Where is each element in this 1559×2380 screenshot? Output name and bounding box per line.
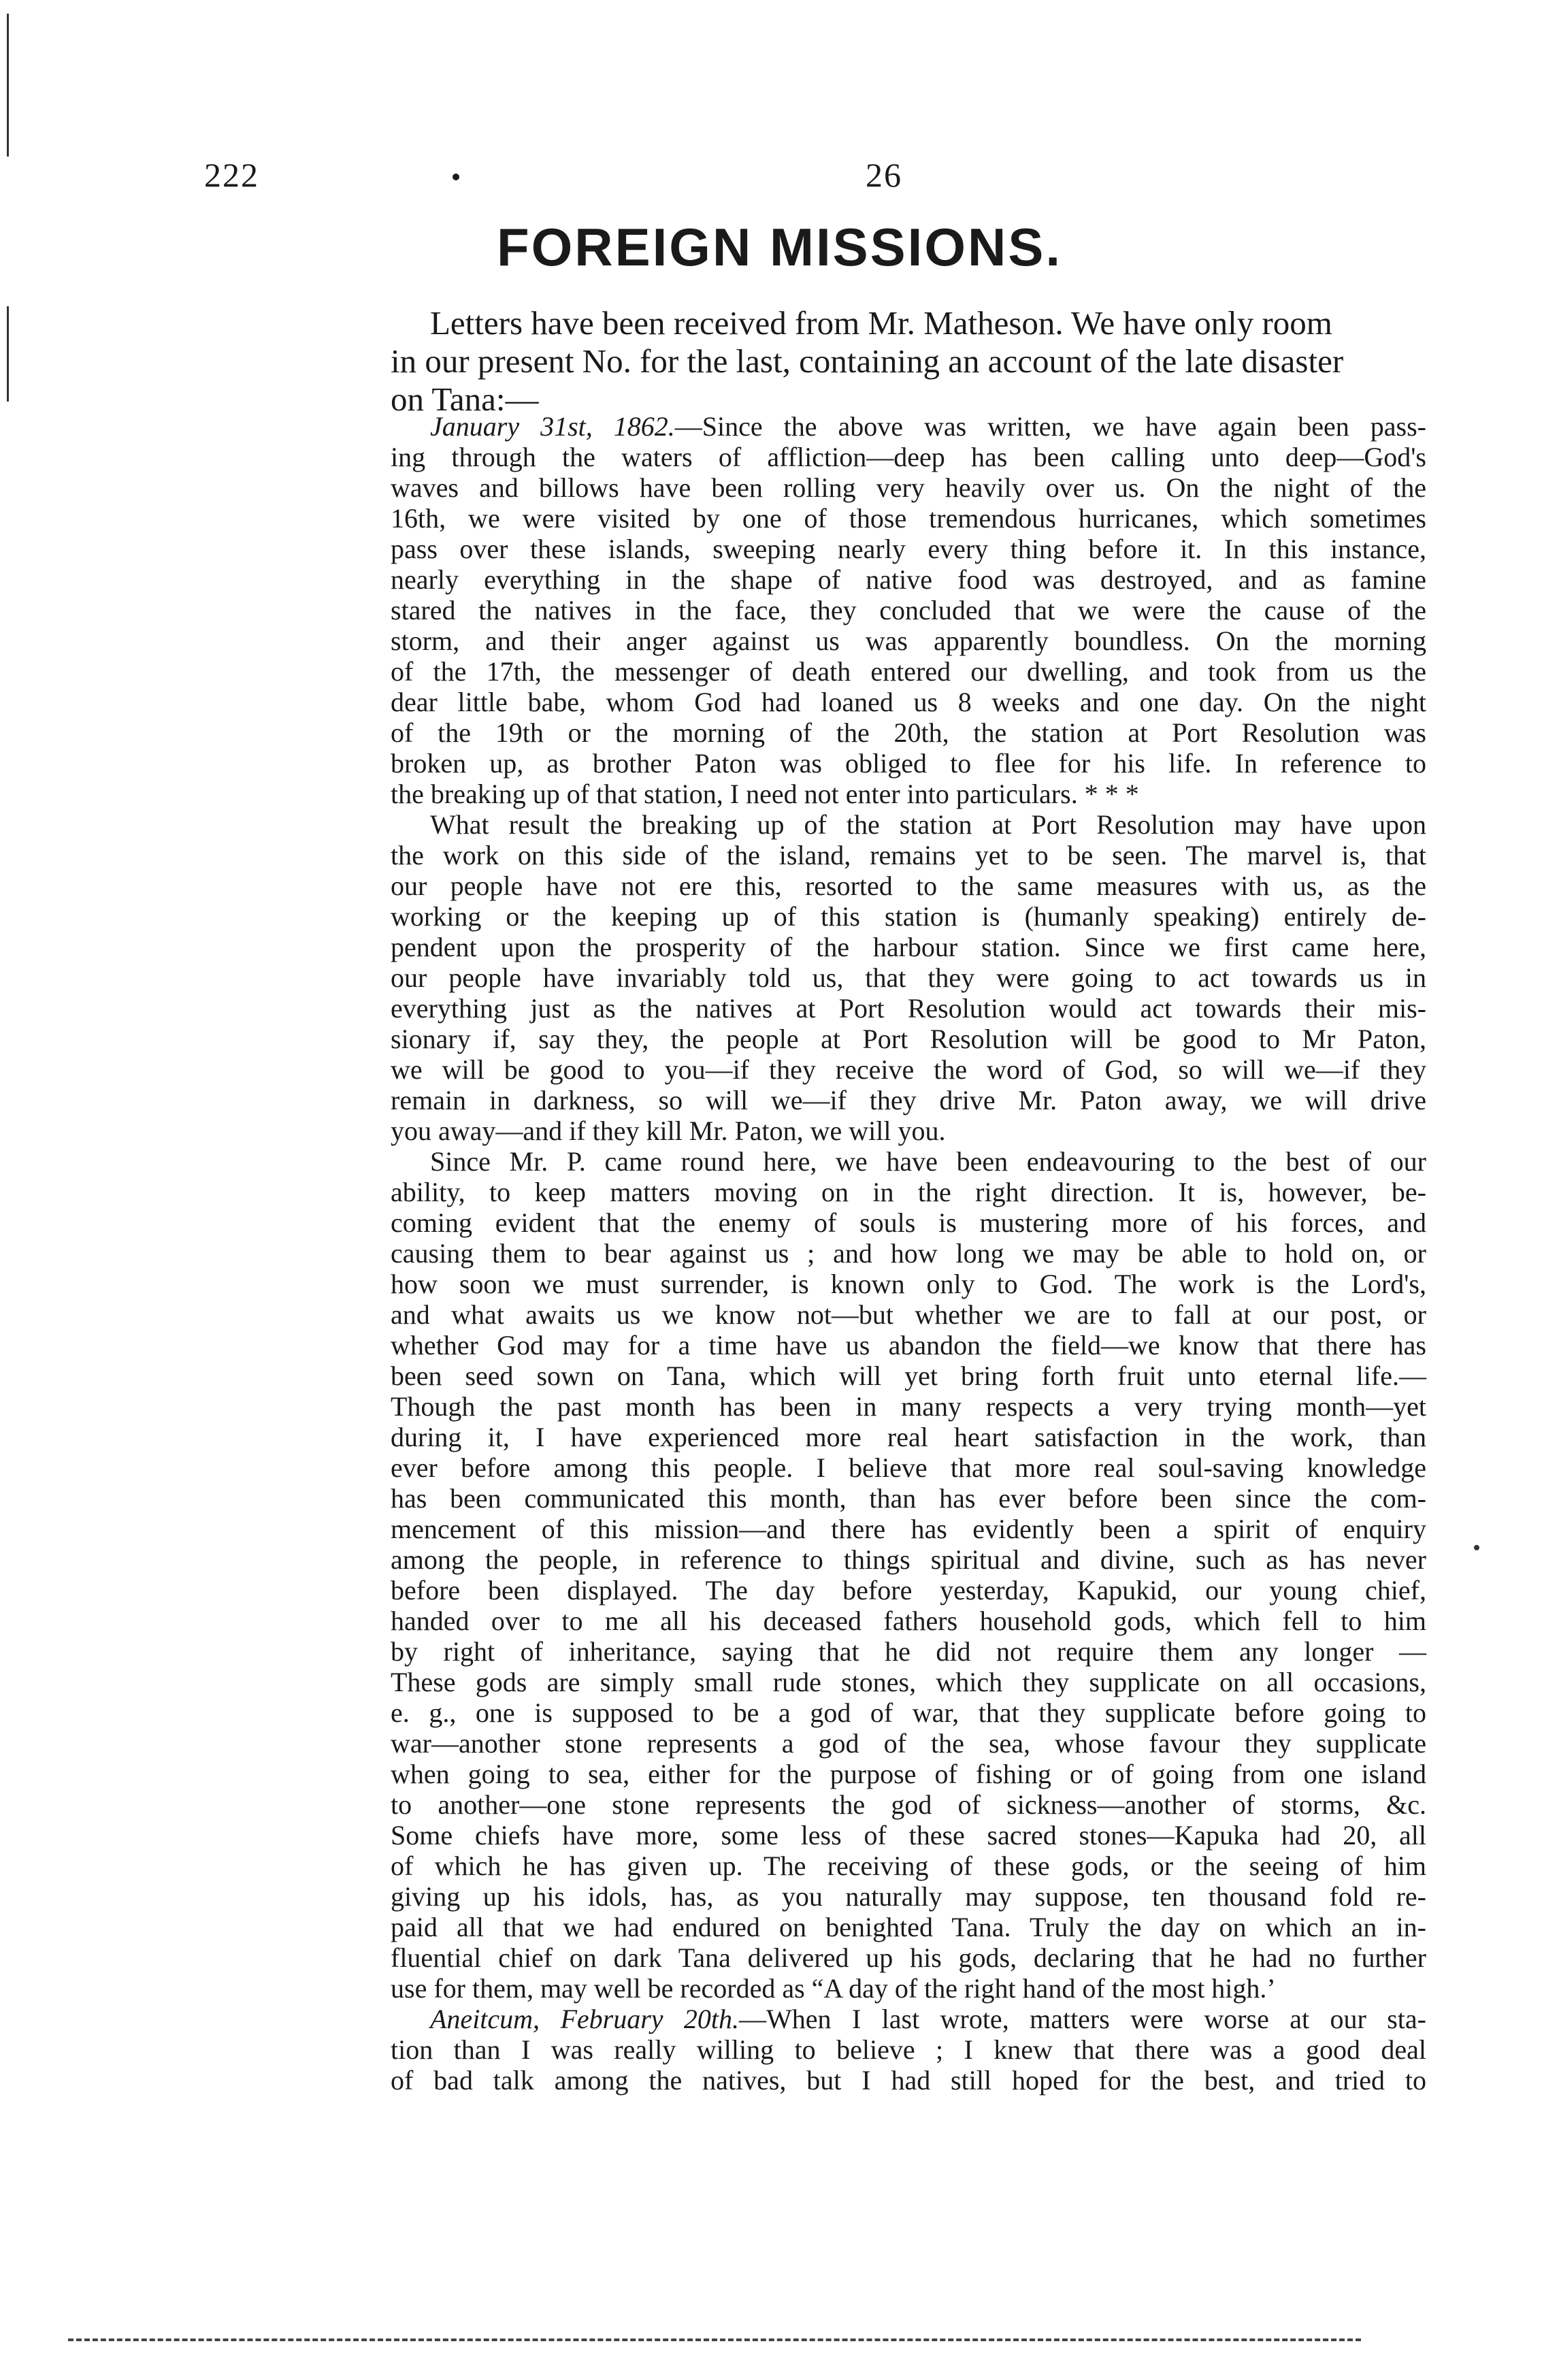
paragraph-line: paid all that we had endured on benighted Tana. Truly the day on which an in- (391, 1912, 1426, 1942)
paragraph-line: sionary if, say they, the people at Port Resolution will be good to Mr Paton, (391, 1024, 1426, 1054)
paragraph-line: giving up his idols, has, as you naturally may suppose, ten thousand fold re- (391, 1881, 1426, 1912)
paragraph-line: of the 19th or the morning of the 20th, the station at Port Resolution was (391, 717, 1426, 748)
paragraph-line: mencement of this mission—and there has evidently been a spirit of enquiry (391, 1514, 1426, 1544)
paragraph-line: ing through the waters of affliction—deep has been calling unto deep—God's (391, 442, 1426, 472)
paragraph-line: stared the natives in the face, they concluded that we were the cause of the (391, 595, 1426, 625)
paragraph-line: how soon we must surrender, is known only to God. The work is the Lord's, (391, 1269, 1426, 1299)
paragraph-line: pendent upon the prosperity of the harbour station. Since we first came here, (391, 932, 1426, 962)
paragraph-line: to another—one stone represents the god of sickness—another of storms, &c. (391, 1789, 1426, 1820)
paragraph-line: Since Mr. P. came round here, we have been endeavouring to the best of our (430, 1146, 1426, 1177)
paragraph-line: coming evident that the enemy of souls is mustering more of his forces, and (391, 1207, 1426, 1238)
paragraph-line: among the people, in reference to things spiritual and divine, such as has never (391, 1544, 1426, 1575)
paragraph-line: e. g., one is supposed to be a god of war, that they supplicate before going to (391, 1697, 1426, 1728)
paragraph-line: during it, I have experienced more real heart satisfaction in the work, than (391, 1422, 1426, 1452)
paragraph-line: you away—and if they kill Mr. Paton, we will you. (391, 1115, 946, 1146)
scan-margin-mark (7, 306, 9, 402)
paragraph-line: fluential chief on dark Tana delivered up his gods, declaring that he had no further (391, 1942, 1426, 1973)
intro-line: on Tana:— (391, 380, 539, 418)
paragraph-line: we will be good to you—if they receive the word of God, so will we—if they (391, 1054, 1426, 1085)
paragraph-line: ability, to keep matters moving on in the right direction. It is, however, be- (391, 1177, 1426, 1207)
paragraph-line: has been communicated this month, than has ever before been since the com- (391, 1483, 1426, 1514)
paragraph-line: whether God may for a time have us abandon the field—we know that there has (391, 1330, 1426, 1360)
scan-speck (1474, 1545, 1479, 1550)
paragraph-line: pass over these islands, sweeping nearly every thing before it. In this instance, (391, 534, 1426, 564)
paragraph-line: of which he has given up. The receiving of these gods, or the seeing of him (391, 1851, 1426, 1881)
paragraph-line: 16th, we were visited by one of those tremendous hurricanes, which sometimes (391, 503, 1426, 534)
paragraph-line: use for them, may well be recorded as “A day of the right hand of the most high.’ (391, 1973, 1276, 2004)
paragraph-line: dear little babe, whom God had loaned us 8 weeks and one day. On the night (391, 687, 1426, 717)
header-dot (453, 174, 459, 180)
scan-margin-mark (7, 14, 9, 157)
paragraph-line: waves and billows have been rolling very heavily over us. On the night of the (391, 472, 1426, 503)
paragraph-line: storm, and their anger against us was apparently boundless. On the morning (391, 625, 1426, 656)
paragraph-line: when going to sea, either for the purpose of fishing or of going from one island (391, 1759, 1426, 1789)
intro-paragraph (391, 304, 1426, 419)
paragraph-line: handed over to me all his deceased fathers household gods, which fell to him (391, 1605, 1426, 1636)
page-number-left: 222 (204, 156, 259, 194)
footer-rule (68, 2338, 1361, 2341)
page-number-center: 26 (866, 156, 902, 194)
paragraph-first-line (391, 2004, 1426, 2034)
intro-line: Letters have been received from Mr. Matheson. We have only room (430, 304, 1332, 342)
paragraph-line: been seed sown on Tana, which will yet bring forth fruit unto eternal life.— (391, 1360, 1426, 1391)
paragraph-line: our people have invariably told us, that they were going to act towards us in (391, 962, 1426, 993)
paragraph-line: Some chiefs have more, some less of these sacred stones—Kapuka had 20, all (391, 1820, 1426, 1851)
letter-date: January 31st, 1862. (430, 411, 675, 442)
paragraph-line: the work on this side of the island, remains yet to be seen. The marvel is, that (391, 840, 1426, 870)
paragraph-line: before been displayed. The day before yesterday, Kapukid, our young chief, (391, 1575, 1426, 1605)
paragraph-line: of the 17th, the messenger of death entered our dwelling, and took from us the (391, 656, 1426, 687)
paragraph-line: our people have not ere this, resorted to the same measures with us, as the (391, 870, 1426, 901)
paragraph-line: by right of inheritance, saying that he did not require them any longer — (391, 1636, 1426, 1667)
paragraph-line: nearly everything in the shape of native food was destroyed, and as famine (391, 564, 1426, 595)
paragraph-line: tion than I was really willing to believe ; I knew that there was a good deal (391, 2034, 1426, 2065)
paragraph-text: —When I last wrote, matters were worse at our sta- (739, 2004, 1426, 2034)
paragraph-line: remain in darkness, so will we—if they drive Mr. Paton away, we will drive (391, 1085, 1426, 1115)
paragraph-line: broken up, as brother Paton was obliged to flee for his life. In reference to (391, 748, 1426, 779)
page-title: FOREIGN MISSIONS. (496, 217, 1063, 277)
paragraph-line: of bad talk among the natives, but I had still hoped for the best, and tried to (391, 2065, 1426, 2096)
paragraph-line: What result the breaking up of the station at Port Resolution may have upon (430, 809, 1426, 840)
intro-line: in our present No. for the last, containing an account of the late disaster (391, 342, 1344, 380)
paragraph-line: working or the keeping up of this station is (humanly speaking) entirely de- (391, 901, 1426, 932)
paragraph-line: Though the past month has been in many respects a very trying month—yet (391, 1391, 1426, 1422)
paragraph-line: everything just as the natives at Port Resolution would act towards their mis- (391, 993, 1426, 1024)
paragraph-line: and what awaits us we know not—but whether we are to fall at our post, or (391, 1299, 1426, 1330)
letter-date: Aneitcum, February 20th. (430, 2004, 740, 2034)
paragraph-line: causing them to bear against us ; and how long we may be able to hold on, or (391, 1238, 1426, 1269)
paragraph-line: the breaking up of that station, I need not enter into particulars. * * * (391, 779, 1139, 809)
paragraph-line: ever before among this people. I believe that more real soul-saving knowledge (391, 1452, 1426, 1483)
paragraph-first-line (391, 411, 1426, 442)
paragraph-line: war—another stone represents a god of the sea, whose favour they supplicate (391, 1728, 1426, 1759)
letter-body (391, 411, 1426, 2096)
paragraph-line: These gods are simply small rude stones, which they supplicate on all occasions, (391, 1667, 1426, 1697)
paragraph-text: —Since the above was written, we have again been pass- (674, 411, 1426, 442)
